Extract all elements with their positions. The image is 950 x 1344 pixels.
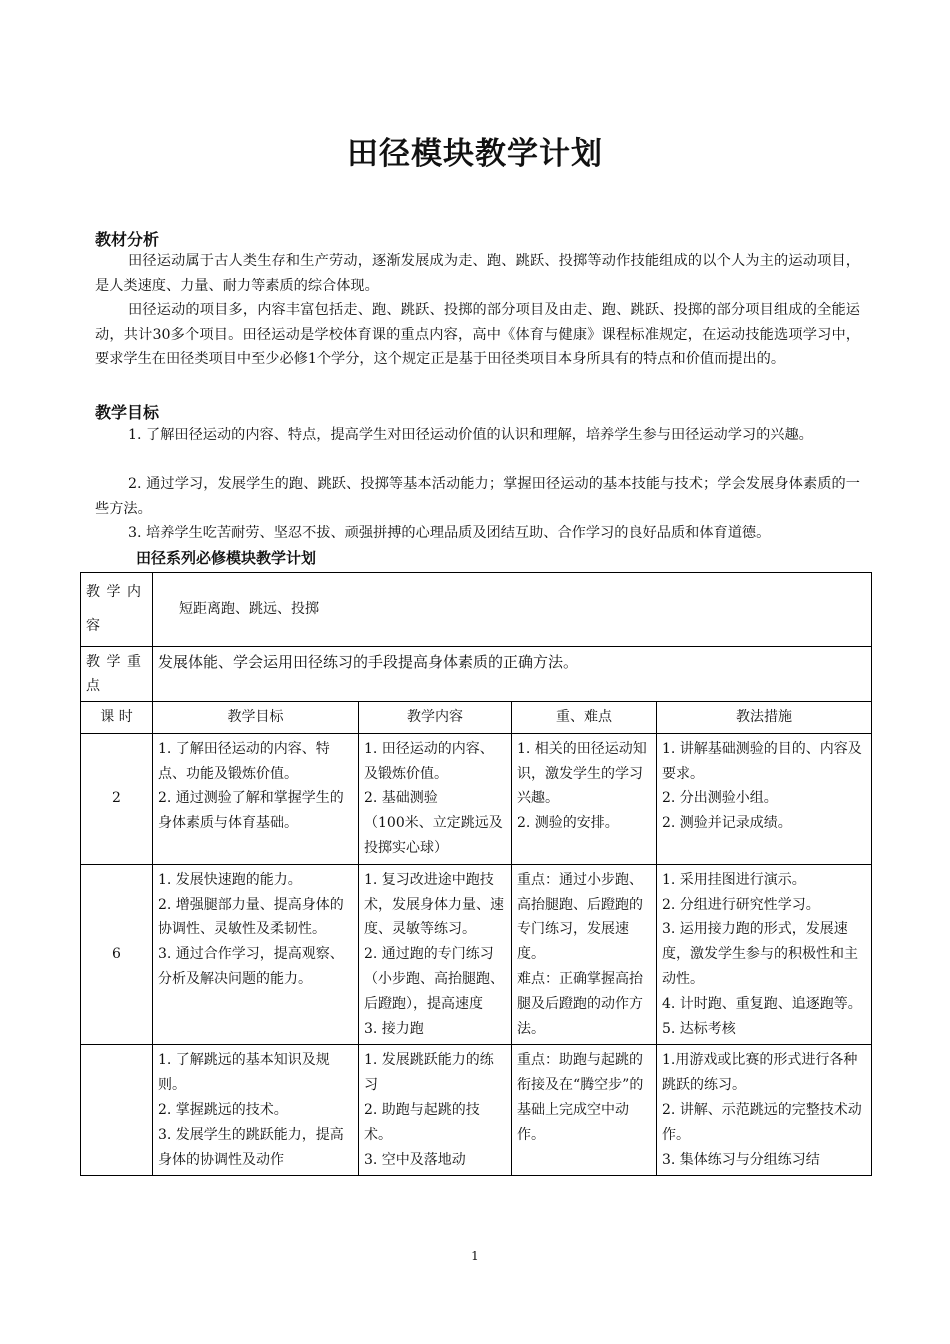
content-line: 1. 田径运动的内容、及锻炼价值。 xyxy=(364,740,494,782)
content-line: 3. 空中及落地动 xyxy=(364,1151,466,1168)
page-number: 1 xyxy=(471,1249,479,1263)
method-line: 1.用游戏或比赛的形式进行各种跳跃的练习。 xyxy=(662,1052,858,1094)
goal-line: 3. 通过合作学习，提高观察、分析及解决问题的能力。 xyxy=(158,946,344,987)
row-goals xyxy=(153,1045,359,1176)
table-row xyxy=(81,864,872,1045)
table-row xyxy=(81,733,872,864)
header-hours: 课 时 xyxy=(81,702,153,734)
content-line: 1. 发展跳跃能力的练习 xyxy=(364,1052,494,1094)
method-line: 2. 分组进行研究性学习。 xyxy=(662,896,820,913)
key-line: 难点：正确掌握高抬腿及后蹬跑的动作方法。 xyxy=(517,970,643,1037)
content-label: 教学内容 xyxy=(81,573,153,647)
goal-line: 3. 发展学生的跳跃能力，提高身体的协调性及动作 xyxy=(158,1126,344,1168)
key-line: 重点：助跑与起跳的衔接及在“腾空步”的基础上完成空中动作。 xyxy=(517,1052,644,1143)
method-line: 5. 达标考核 xyxy=(662,1020,736,1037)
analysis-heading: 教材分析 xyxy=(95,230,160,249)
page-title: 田径模块教学计划 xyxy=(347,136,603,172)
table-caption: 田径系列必修模块教学计划 xyxy=(136,549,317,567)
goal-2: 2. 通过学习，发展学生的跑、跳跃、投掷等基本活动能力；掌握田径运动的基本技能与技术；学会发展身体素质的一些方法。 xyxy=(95,476,860,517)
content-line: 3. 接力跑 xyxy=(364,1020,424,1037)
method-line: 2. 分出测验小组。 xyxy=(662,790,778,807)
header-goals: 教学目标 xyxy=(153,702,359,734)
row-key-points xyxy=(512,733,657,864)
content-value: 短距离跑、跳远、投掷 xyxy=(153,573,872,647)
row-hours: 2 xyxy=(81,733,153,864)
goal-line: 1. 了解跳远的基本知识及规则。 xyxy=(158,1052,330,1094)
content-line: （100米、立定跳远及投掷实心球） xyxy=(364,815,503,856)
analysis-paragraph-2: 田径运动的项目多，内容丰富包括走、跑、跳跃、投掷的部分项目及由走、跑、跳跃、投掷的部分项目组成的全能运动，共计30多个项目。田径运动是学校体育课的重点内容，高中《体育与健康》课程标准规定，在运动技能选项学习中，要求学生在田径类项目中至少必修1个学分，这个规定正是基于田径类项目本身所具有的特点和价值而提出的。 xyxy=(95,302,860,367)
row-content xyxy=(359,1045,512,1176)
analysis-paragraph-1: 田径运动属于古人类生存和生产劳动，逐渐发展成为走、跑、跳跃、投掷等动作技能组成的以个人为主的运动项目，是人类速度、力量、耐力等素质的综合体现。 xyxy=(95,253,860,294)
table-row xyxy=(81,1045,872,1176)
header-row xyxy=(81,702,872,734)
row-key-points xyxy=(512,864,657,1045)
key-line: 1. 相关的田径运动知识，激发学生的学习兴趣。 xyxy=(517,740,647,807)
header-content: 教学内容 xyxy=(359,702,512,734)
row-methods xyxy=(657,864,872,1045)
content-line: 2. 基础测验 xyxy=(364,790,438,807)
focus-value: 发展体能、学会运用田径练习的手段提高身体素质的正确方法。 xyxy=(153,647,872,702)
goals-heading: 教学目标 xyxy=(95,403,160,422)
row-goals xyxy=(153,864,359,1045)
method-line: 4. 计时跑、重复跑、追逐跑等。 xyxy=(662,995,862,1012)
teaching-plan-table xyxy=(80,572,872,1176)
method-line: 2. 测验并记录成绩。 xyxy=(662,815,792,832)
content-line: 2. 通过跑的专门练习（小步跑、高抬腿跑、后蹬跑），提高速度 xyxy=(364,946,504,1012)
row-hours: 6 xyxy=(81,864,153,1045)
goal-line: 2. 增强腿部力量、提高身体的协调性、灵敏性及柔韧性。 xyxy=(158,896,344,938)
method-line: 2. 讲解、示范跳远的完整技术动作。 xyxy=(662,1101,862,1143)
goal-line: 2. 通过测验了解和掌握学生的身体素质与体育基础。 xyxy=(158,790,344,832)
row-key-points xyxy=(512,1045,657,1176)
header-methods: 教法措施 xyxy=(657,702,872,734)
goal-line: 2. 掌握跳远的技术。 xyxy=(158,1101,288,1118)
row-content xyxy=(359,864,512,1045)
content-line: 1. 复习改进途中跑技术，发展身体力量、速度、灵敏等练习。 xyxy=(364,871,504,938)
method-line: 3. 集体练习与分组练习结 xyxy=(662,1151,820,1168)
content-row xyxy=(81,573,872,647)
goal-line: 1. 了解田径运动的内容、特点、功能及锻炼价值。 xyxy=(158,740,330,782)
row-methods xyxy=(657,733,872,864)
focus-row xyxy=(81,647,872,702)
key-line: 重点：通过小步跑、高抬腿跑、后蹬跑的专门练习，发展速度。 xyxy=(517,871,643,963)
row-goals xyxy=(153,733,359,864)
goal-1: 1. 了解田径运动的内容、特点，提高学生对田径运动价值的认识和理解，培养学生参与田径运动学习的兴趣。 xyxy=(128,427,813,443)
method-line: 1. 讲解基础测验的目的、内容及要求。 xyxy=(662,740,862,782)
row-methods xyxy=(657,1045,872,1176)
row-hours xyxy=(81,1045,153,1176)
row-content xyxy=(359,733,512,864)
content-line: 2. 助跑与起跳的技术。 xyxy=(364,1101,480,1143)
method-line: 1. 采用挂图进行演示。 xyxy=(662,871,806,888)
goal-line: 1. 发展快速跑的能力。 xyxy=(158,871,302,888)
goal-3: 3. 培养学生吃苦耐劳、坚忍不拔、顽强拼搏的心理品质及团结互助、合作学习的良好品质和体育道德。 xyxy=(128,525,771,541)
method-line: 3. 运用接力跑的形式，发展速度，激发学生参与的积极性和主动性。 xyxy=(662,921,858,987)
focus-label: 教学重点 xyxy=(81,647,153,702)
header-key-points: 重、难点 xyxy=(512,702,657,734)
key-line: 2. 测验的安排。 xyxy=(517,815,619,832)
